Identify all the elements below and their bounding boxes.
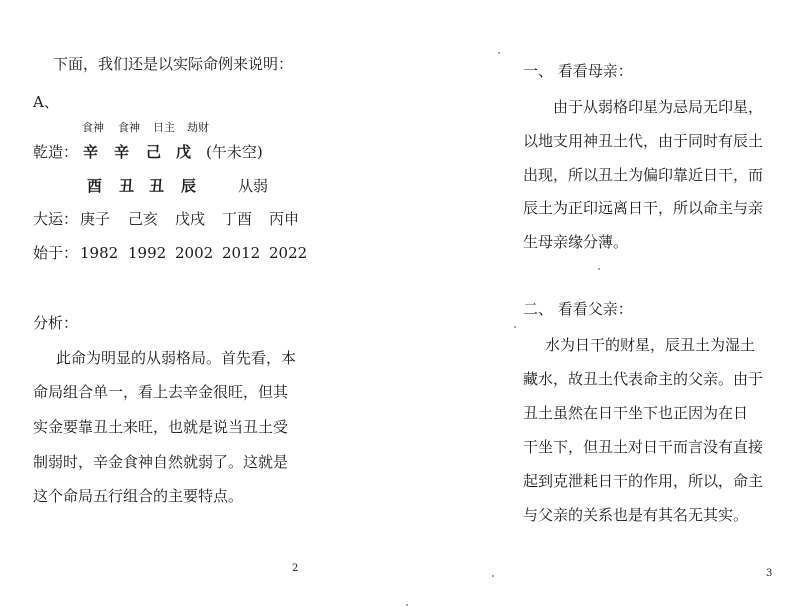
scan-speck: [406, 604, 408, 606]
dayun-1: 庚子: [80, 210, 111, 228]
dayun-2: 己亥: [128, 210, 159, 228]
branch-hour: 辰: [181, 177, 197, 195]
section2-line: 水为日干的财星，辰丑土为湿土: [545, 336, 756, 354]
year-5: 2022: [269, 244, 308, 262]
dayun-5: 丙申: [269, 210, 300, 228]
section2-line: 起到克泄耗日干的作用，所以，命主: [523, 472, 764, 490]
pattern-label: 从弱: [238, 177, 269, 195]
branch-year: 酉: [87, 177, 103, 195]
stem-year: 辛: [83, 143, 99, 161]
kongwang-note: (午未空): [206, 143, 263, 161]
dayun-4: 丁酉: [222, 210, 253, 228]
section2-heading: 二、 看看父亲：: [523, 300, 633, 318]
stem-month: 辛: [114, 143, 130, 161]
analysis-line: 实金要靠丑土来旺，也就是说当丑土受: [33, 418, 289, 436]
ten-god-day: 日主: [153, 121, 175, 134]
page-number: 2: [292, 563, 299, 574]
dayun-label: 大运：: [33, 210, 79, 228]
year-1: 1982: [80, 244, 119, 262]
analysis-heading: 分析：: [33, 314, 79, 332]
page-number: 3: [766, 568, 773, 579]
analysis-line: 制弱时，辛金食神自然就弱了。这就是: [33, 453, 289, 471]
section1-line: 由于从弱格印星为忌局无印星，: [553, 98, 764, 116]
stem-hour: 戊: [176, 143, 192, 161]
year-4: 2012: [222, 244, 261, 262]
analysis-line: 此命为明显的从弱格局。首先看，本: [56, 349, 297, 367]
intro-line: 下面，我们还是以实际命例来说明：: [53, 55, 294, 73]
ten-god-month: 食神: [118, 121, 140, 134]
right-page: [397, 0, 793, 614]
branch-day: 丑: [149, 177, 165, 195]
section1-heading: 一、 看看母亲：: [523, 62, 633, 80]
ten-god-year: 食神: [82, 121, 104, 134]
section2-line: 藏水，故丑土代表命主的父亲。由于: [523, 370, 764, 388]
scan-speck: [514, 326, 516, 328]
example-label: A、: [33, 93, 59, 111]
stem-day: 己: [146, 143, 162, 161]
section2-line: 丑土虽然在日干坐下也正因为在日: [523, 404, 749, 422]
analysis-line: 命局组合单一，看上去辛金很旺，但其: [33, 383, 289, 401]
scan-speck: [492, 575, 494, 577]
scan-speck: [498, 52, 500, 54]
section2-line: 与父亲的关系也是有其名无其实。: [523, 506, 749, 524]
ten-god-hour: 劫财: [187, 121, 209, 134]
section1-line: 生母亲缘分薄。: [523, 233, 629, 251]
year-2: 1992: [128, 244, 167, 262]
scan-speck: [598, 268, 600, 270]
section2-line: 干坐下，但丑土对日干而言没有直接: [523, 438, 764, 456]
section1-line: 以地支用神丑土代，由于同时有辰土: [523, 132, 764, 150]
shiyu-label: 始于：: [33, 244, 79, 262]
branch-month: 丑: [119, 177, 135, 195]
section1-line: 辰土为正印远离日干，所以命主与亲: [523, 199, 764, 217]
qianzao-label: 乾造：: [33, 143, 79, 161]
left-page: [0, 0, 396, 614]
section1-line: 出现，所以丑土为偏印靠近日干，而: [523, 166, 764, 184]
year-3: 2002: [175, 244, 214, 262]
dayun-3: 戊戌: [175, 210, 206, 228]
analysis-line: 这个命局五行组合的主要特点。: [33, 487, 244, 505]
